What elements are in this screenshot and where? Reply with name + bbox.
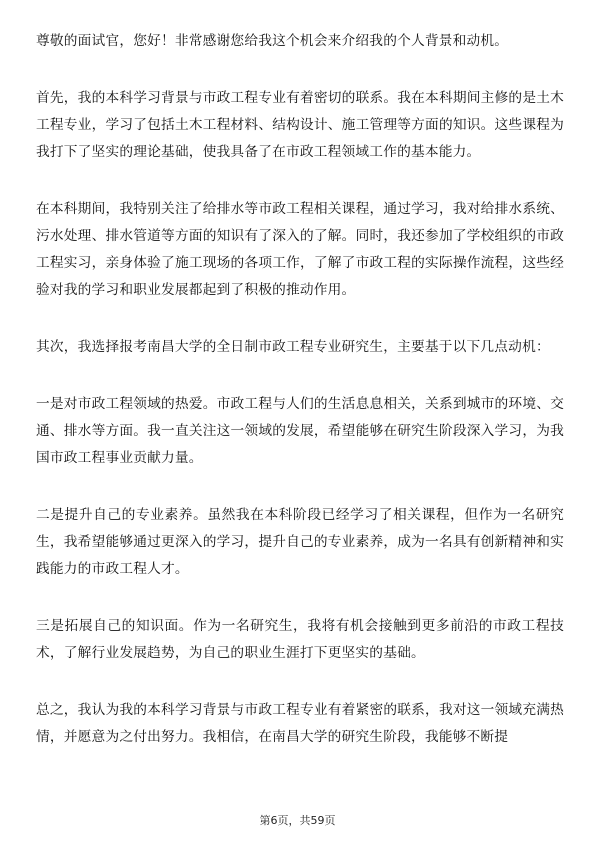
paragraph-motivation-3: 三是拓展自己的知识面。作为一名研究生，我将有机会接触到更多前沿的市政工程技术，了解行业发展趋势，为自己的职业生涯打下更坚实的基础。: [36, 618, 564, 661]
document-body: [36, 28, 564, 781]
paragraph-courses: 在本科期间，我特别关注了给排水等市政工程相关课程，通过学习，我对给排水系统、污水处理、排水管道等方面的知识有了深入的了解。同时，我还参加了学校组织的市政工程实习，亲身体验了施工现场的各项工作，了解了市政工程的实际操作流程，这些经验对我的学习和职业发展都起到了积极的推动作用。: [36, 201, 564, 298]
paragraph-motivation-2: 二是提升自己的专业素养。虽然我在本科阶段已经学习了相关课程，但作为一名研究生，我希望能够通过更深入的学习，提升自己的专业素养，成为一名具有创新精神和实践能力的市政工程人才。: [36, 507, 564, 577]
page-number: 第6页，共59页: [259, 814, 336, 827]
paragraph-motivation-intro: 其次，我选择报考南昌大学的全日制市政工程专业研究生，主要基于以下几点动机：: [36, 339, 550, 355]
paragraph-background: 首先，我的本科学习背景与市政工程专业有着密切的联系。我在本科期间主修的是土木工程专业，学习了包括土木工程材料、结构设计、施工管理等方面的知识。这些课程为我打下了坚实的理论基础，使我具备了在市政工程领域工作的基本能力。: [36, 90, 564, 160]
paragraph-conclusion: 总之，我认为我的本科学习背景与市政工程专业有着紧密的联系，我对这一领域充满热情，并愿意为之付出努力。我相信，在南昌大学的研究生阶段，我能够不断提: [36, 702, 564, 745]
paragraph-motivation-1: 一是对市政工程领域的热爱。市政工程与人们的生活息息相关，关系到城市的环境、交通、排水等方面。我一直关注这一领域的发展，希望能够在研究生阶段深入学习，为我国市政工程事业贡献力量。: [36, 396, 564, 466]
paragraph-greeting: 尊敬的面试官，您好！非常感谢您给我这个机会来介绍我的个人背景和动机。: [36, 33, 509, 49]
